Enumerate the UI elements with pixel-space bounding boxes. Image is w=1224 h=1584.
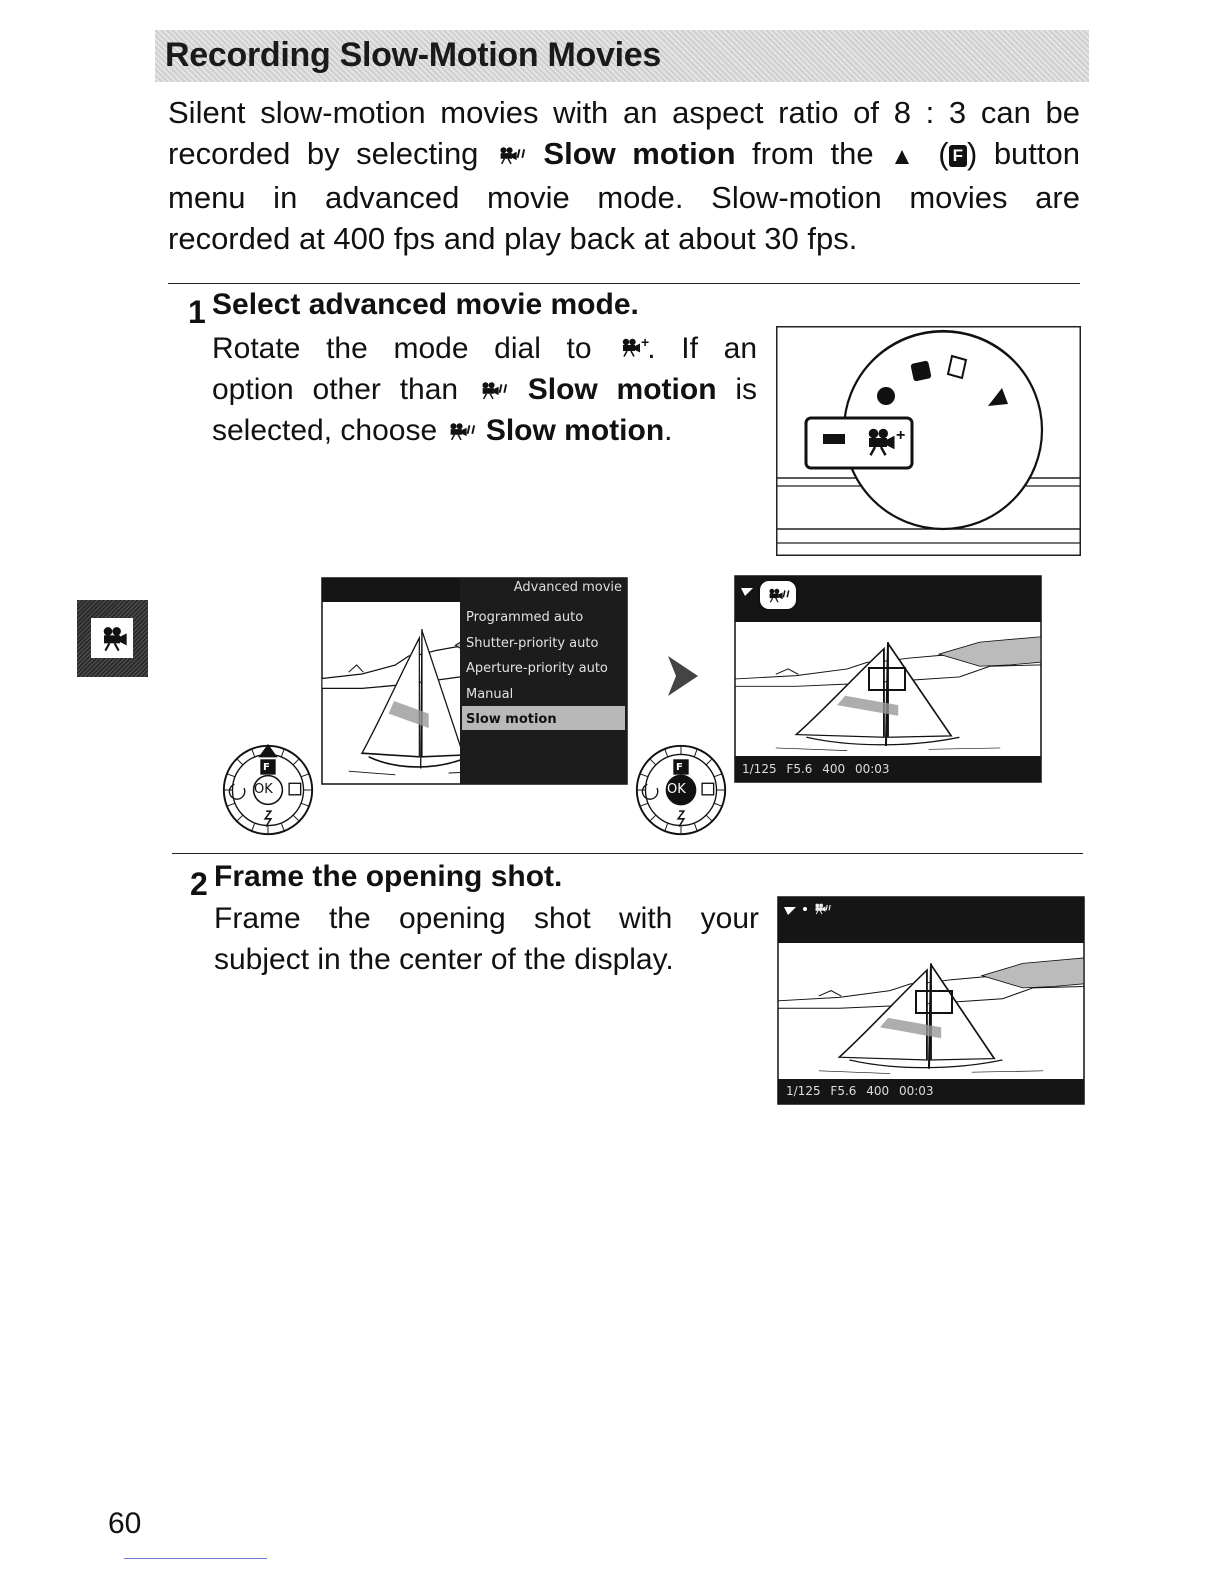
step1-line-3 [212,410,757,451]
slow-motion-icon [495,144,527,166]
svg-text:+: + [641,334,650,350]
lcd-fps: 400 [866,1084,890,1098]
page-number-underline [124,1558,267,1559]
section-divider-2 [172,853,1083,854]
menu-item-manual[interactable]: Manual [466,686,514,702]
intro-line-2-post: button [977,136,1081,171]
slow-motion-screen-illustration [735,576,1041,782]
step1-slow-motion-label-2: Slow motion [485,414,665,447]
step1-line-2 [212,369,757,410]
menu-list [466,605,608,733]
step2-heading: Frame the opening shot. [214,860,563,893]
step1-line-1-pre: Rotate the mode dial to [212,332,618,365]
step1-line-1 [212,328,757,369]
movie-camera-icon [91,618,133,658]
menu-item-aperture-priority-auto[interactable]: Aperture-priority auto [466,661,608,676]
lcd-shutter: 1/125 [742,762,777,776]
selector-1-f-label: F [263,762,270,773]
selector-2-f-label: F [676,762,683,773]
svg-text:+: + [896,427,906,444]
lcd-aperture: F5.6 [786,762,813,776]
lcd-aperture: F5.6 [830,1084,857,1098]
step1-line-3-pre: selected, choose [212,414,446,447]
intro-line-2-mid: from the [735,136,891,171]
step1-heading: Select advanced movie mode. [212,288,639,321]
up-triangle-icon: ▲ [890,143,922,170]
step1-line-2-post: is [716,373,757,406]
step2-body [214,898,759,980]
lcd-time: 00:03 [854,762,890,776]
step2-number: 2 [190,866,208,902]
lcd-shutter: 1/125 [786,1084,821,1098]
lcd-readout-2 [786,1084,934,1098]
intro-line-3: menu in advanced movie mode. Slow-motion movies are [168,180,1080,215]
menu-item-shutter-priority-auto[interactable]: Shutter-priority auto [466,635,599,651]
page-number: 60 [108,1507,142,1540]
menu-item-programmed-auto[interactable]: Programmed auto [466,610,584,625]
menu-item-slow-motion[interactable]: Slow motion [466,712,557,727]
step1-line-3-post: . [664,414,673,447]
intro-line-4: recorded at 400 fps and play back at about 30 fps. [168,221,858,256]
f-button-icon: F [949,145,967,167]
opening-shot-screen-illustration [778,897,1084,1104]
step1-slow-motion-label: Slow motion [527,373,717,406]
slow-motion-icon [477,379,509,401]
section-divider-1 [168,283,1080,284]
menu-header: Advanced movie [513,580,622,595]
step2-line-2: subject in the center of the display. [214,943,674,976]
intro-line-1: Silent slow-motion movies with an aspect ratio of 8 : 3 can be [168,95,1080,130]
intro-line-2: recorded by selecting Slow motion from the ▲ ( F ) button [168,136,1081,171]
next-arrow-icon [664,654,700,698]
selector-1-ok-label: OK [254,782,273,797]
step1-body [212,328,757,451]
intro-paragraph [168,92,1080,259]
lcd-time: 00:03 [898,1084,934,1098]
step1-line-2-pre: option other than [212,373,477,406]
lcd-fps: 400 [822,762,846,776]
step1-number: 1 [188,294,206,330]
advanced-movie-icon [617,334,650,359]
step2-line-1: Frame the opening shot with your [214,902,759,935]
lcd-readout-1 [742,762,890,776]
page-title: Recording Slow-Motion Movies [165,36,661,74]
movie-section-tab [77,600,148,677]
slow-motion-icon [445,420,477,442]
mode-dial-illustration [776,326,1081,556]
intro-line-2-pre: recorded by selecting [168,136,495,171]
slow-motion-label: Slow motion [543,136,736,171]
step1-line-1-post: . If an [647,332,758,365]
selector-2-ok-label: OK [667,782,686,797]
